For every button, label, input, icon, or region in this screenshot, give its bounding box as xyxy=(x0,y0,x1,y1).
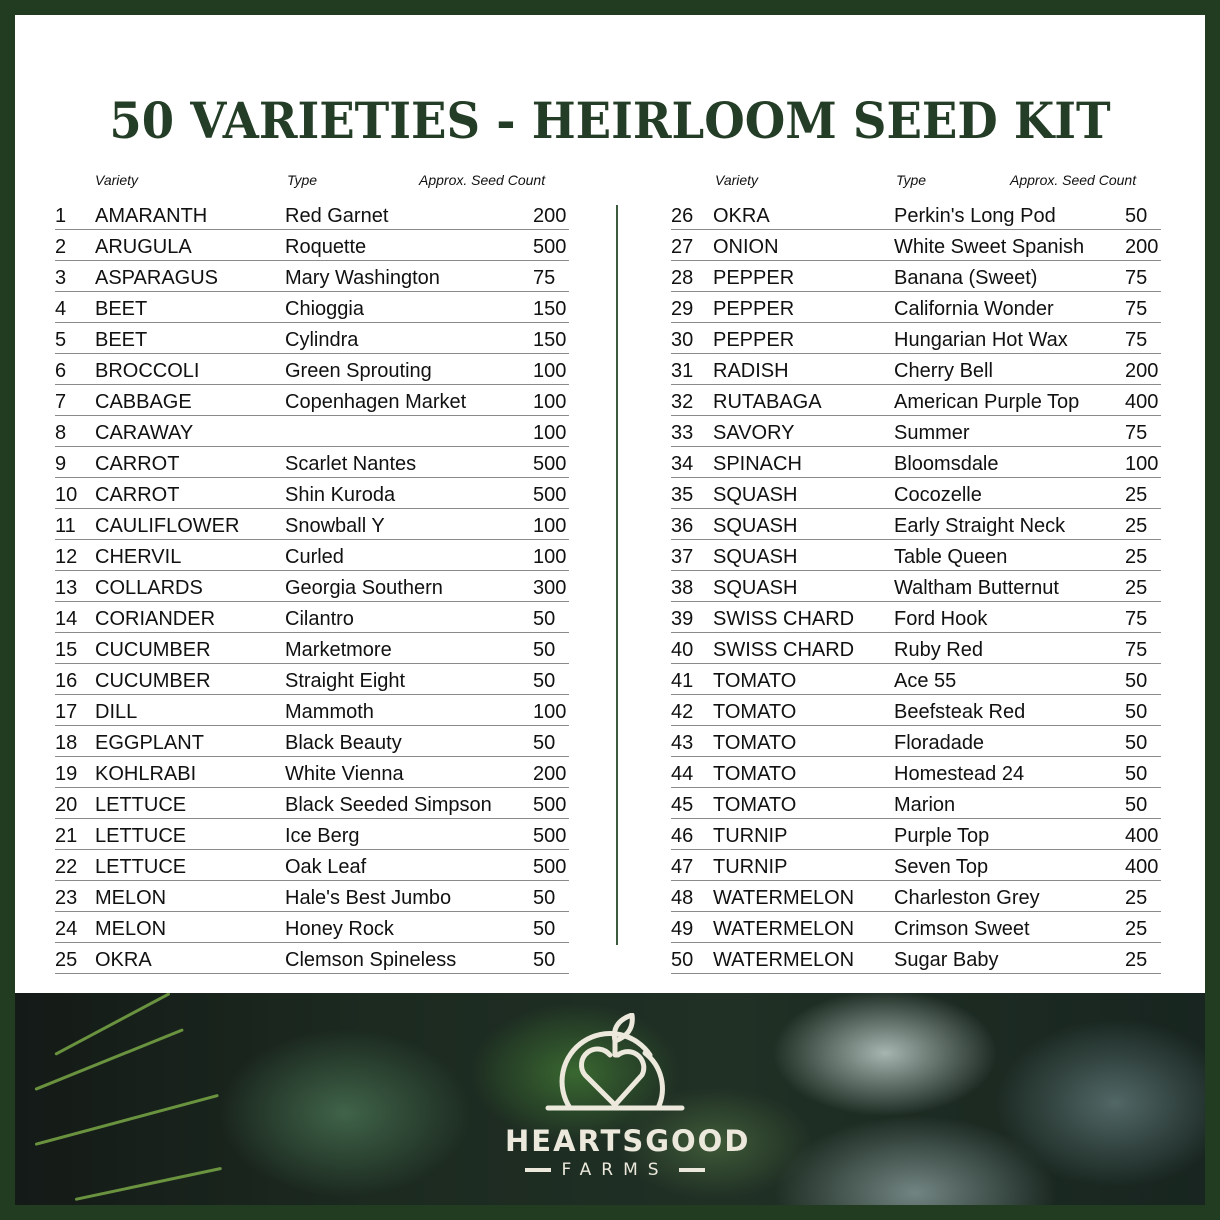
row-number: 22 xyxy=(55,856,78,878)
table-row xyxy=(671,478,1161,509)
row-type: Curled xyxy=(285,546,344,568)
row-seed-count: 75 xyxy=(1125,422,1148,444)
row-number: 3 xyxy=(55,267,67,289)
row-number: 28 xyxy=(671,267,694,289)
row-type: Charleston Grey xyxy=(894,887,1040,909)
row-variety: CHERVIL xyxy=(95,546,182,568)
row-number: 10 xyxy=(55,484,78,506)
row-seed-count: 150 xyxy=(533,329,567,351)
row-type: Waltham Butternut xyxy=(894,577,1059,599)
row-number: 42 xyxy=(671,701,694,723)
header-variety: Variety xyxy=(715,172,759,188)
header-count: Approx. Seed Count xyxy=(1010,172,1137,188)
row-number: 14 xyxy=(55,608,78,630)
row-variety: SQUASH xyxy=(713,577,798,599)
row-seed-count: 500 xyxy=(533,856,567,878)
row-seed-count: 75 xyxy=(1125,267,1148,289)
row-variety: CARROT xyxy=(95,453,180,475)
row-type: Cilantro xyxy=(285,608,354,630)
row-number: 40 xyxy=(671,639,694,661)
row-variety: WATERMELON xyxy=(713,949,855,971)
row-variety: LETTUCE xyxy=(95,856,187,878)
row-number: 45 xyxy=(671,794,694,816)
row-number: 2 xyxy=(55,236,67,258)
row-type: Black Beauty xyxy=(285,732,402,754)
row-number: 46 xyxy=(671,825,694,847)
row-number: 33 xyxy=(671,422,694,444)
table-row xyxy=(55,912,569,943)
row-type: White Vienna xyxy=(285,763,404,785)
table-row xyxy=(55,757,569,788)
row-number: 43 xyxy=(671,732,694,754)
table-row xyxy=(671,881,1161,912)
table-row xyxy=(671,571,1161,602)
row-seed-count: 50 xyxy=(1125,794,1148,816)
row-seed-count: 100 xyxy=(533,391,567,413)
table-row xyxy=(671,850,1161,881)
table-row xyxy=(55,540,569,571)
row-seed-count: 400 xyxy=(1125,856,1159,878)
row-type: American Purple Top xyxy=(894,391,1080,413)
seed-table-right xyxy=(671,167,1161,974)
row-type: Banana (Sweet) xyxy=(894,267,1038,289)
table-row xyxy=(671,354,1161,385)
row-number: 8 xyxy=(55,422,67,444)
row-seed-count: 75 xyxy=(1125,329,1148,351)
table-row xyxy=(671,695,1161,726)
row-seed-count: 25 xyxy=(1125,546,1148,568)
header-count: Approx. Seed Count xyxy=(419,172,546,188)
table-row xyxy=(671,664,1161,695)
row-seed-count: 50 xyxy=(533,887,556,909)
brand-name: HEARTSGOOD xyxy=(505,1124,751,1158)
heart-sprout-logo-icon xyxy=(540,1013,690,1113)
row-number: 35 xyxy=(671,484,694,506)
row-variety: ARUGULA xyxy=(95,236,192,258)
row-type: Seven Top xyxy=(894,856,989,878)
row-type: Oak Leaf xyxy=(285,856,367,878)
row-type: White Sweet Spanish xyxy=(894,236,1085,258)
row-type: Mary Washington xyxy=(285,267,440,289)
row-type: Beefsteak Red xyxy=(894,701,1026,723)
row-seed-count: 50 xyxy=(533,918,556,940)
table-row xyxy=(671,788,1161,819)
row-type: Ice Berg xyxy=(285,825,360,847)
table-row xyxy=(55,199,569,230)
row-variety: DILL xyxy=(95,701,138,723)
row-number: 12 xyxy=(55,546,78,568)
row-seed-count: 200 xyxy=(533,205,567,227)
row-number: 23 xyxy=(55,887,78,909)
row-seed-count: 100 xyxy=(1125,453,1159,475)
row-seed-count: 400 xyxy=(1125,391,1159,413)
row-variety: CAULIFLOWER xyxy=(95,515,240,537)
row-number: 20 xyxy=(55,794,78,816)
brand-subtitle-text: FARMS xyxy=(561,1160,669,1180)
row-number: 36 xyxy=(671,515,694,537)
row-number: 13 xyxy=(55,577,78,599)
row-seed-count: 50 xyxy=(1125,205,1148,227)
table-row xyxy=(671,230,1161,261)
table-row xyxy=(55,323,569,354)
row-number: 1 xyxy=(55,205,67,227)
table-row xyxy=(671,509,1161,540)
table-row xyxy=(671,633,1161,664)
row-seed-count: 75 xyxy=(1125,608,1148,630)
row-number: 47 xyxy=(671,856,694,878)
row-variety: COLLARDS xyxy=(95,577,203,599)
row-number: 37 xyxy=(671,546,694,568)
row-type: Hungarian Hot Wax xyxy=(894,329,1068,351)
row-type: Snowball Y xyxy=(285,515,385,537)
dash-right xyxy=(679,1168,705,1172)
row-seed-count: 100 xyxy=(533,422,567,444)
grass-blade xyxy=(54,993,170,1056)
row-number: 48 xyxy=(671,887,694,909)
table-row xyxy=(671,292,1161,323)
row-number: 24 xyxy=(55,918,78,940)
row-type: Homestead 24 xyxy=(894,763,1025,785)
table-row xyxy=(55,478,569,509)
row-variety: MELON xyxy=(95,887,167,909)
row-seed-count: 500 xyxy=(533,236,567,258)
row-variety: LETTUCE xyxy=(95,825,187,847)
row-seed-count: 50 xyxy=(533,639,556,661)
row-number: 6 xyxy=(55,360,67,382)
row-type: Sugar Baby xyxy=(894,949,999,971)
seed-table-left xyxy=(55,167,569,974)
row-number: 30 xyxy=(671,329,694,351)
table-row xyxy=(55,385,569,416)
row-type: Ace 55 xyxy=(894,670,957,692)
row-seed-count: 75 xyxy=(1125,639,1148,661)
row-seed-count: 500 xyxy=(533,453,567,475)
row-variety: SWISS CHARD xyxy=(713,639,855,661)
row-type: Bloomsdale xyxy=(894,453,999,475)
row-seed-count: 25 xyxy=(1125,918,1148,940)
table-row xyxy=(55,416,569,447)
row-variety: TURNIP xyxy=(713,856,788,878)
row-type: Ford Hook xyxy=(894,608,988,630)
row-number: 34 xyxy=(671,453,694,475)
row-number: 16 xyxy=(55,670,78,692)
row-variety: WATERMELON xyxy=(713,918,855,940)
row-number: 41 xyxy=(671,670,694,692)
row-variety: TURNIP xyxy=(713,825,788,847)
table-row xyxy=(671,261,1161,292)
row-variety: BEET xyxy=(95,298,148,320)
table-row xyxy=(55,230,569,261)
table-body xyxy=(55,199,569,974)
row-number: 21 xyxy=(55,825,78,847)
row-seed-count: 200 xyxy=(1125,360,1159,382)
row-seed-count: 500 xyxy=(533,825,567,847)
row-type: Ruby Red xyxy=(894,639,983,661)
row-type: Early Straight Neck xyxy=(894,515,1066,537)
row-variety: RADISH xyxy=(713,360,789,382)
row-type: Crimson Sweet xyxy=(894,918,1030,940)
row-seed-count: 50 xyxy=(533,608,556,630)
row-number: 50 xyxy=(671,949,694,971)
row-variety: CORIANDER xyxy=(95,608,216,630)
row-type: Copenhagen Market xyxy=(285,391,467,413)
column-divider xyxy=(616,205,618,945)
row-variety: CUCUMBER xyxy=(95,670,211,692)
row-variety: BROCCOLI xyxy=(95,360,200,382)
row-seed-count: 500 xyxy=(533,794,567,816)
row-type: Floradade xyxy=(894,732,985,754)
content-panel xyxy=(15,15,1205,993)
row-variety: SQUASH xyxy=(713,515,798,537)
table-row xyxy=(55,509,569,540)
table-header xyxy=(55,167,569,199)
row-variety: KOHLRABI xyxy=(95,763,197,785)
row-variety: TOMATO xyxy=(713,670,797,692)
row-type: Straight Eight xyxy=(285,670,406,692)
row-number: 11 xyxy=(55,515,76,537)
row-variety: SPINACH xyxy=(713,453,802,475)
row-type: Marion xyxy=(894,794,956,816)
row-number: 29 xyxy=(671,298,694,320)
row-seed-count: 100 xyxy=(533,701,567,723)
row-variety: CUCUMBER xyxy=(95,639,211,661)
table-row xyxy=(55,633,569,664)
row-seed-count: 500 xyxy=(533,484,567,506)
row-seed-count: 300 xyxy=(533,577,567,599)
header-variety: Variety xyxy=(95,172,139,188)
row-type: Roquette xyxy=(285,236,367,258)
row-seed-count: 25 xyxy=(1125,484,1148,506)
row-seed-count: 100 xyxy=(533,515,567,537)
row-type: Cylindra xyxy=(285,329,359,351)
row-seed-count: 50 xyxy=(1125,763,1148,785)
row-type: Black Seeded Simpson xyxy=(285,794,492,816)
row-seed-count: 50 xyxy=(1125,701,1148,723)
table-row xyxy=(671,912,1161,943)
table-row xyxy=(55,850,569,881)
row-variety: TOMATO xyxy=(713,732,797,754)
table-row xyxy=(55,819,569,850)
row-seed-count: 25 xyxy=(1125,577,1148,599)
row-type: Mammoth xyxy=(285,701,374,723)
header-type: Type xyxy=(287,172,318,188)
row-variety: CABBAGE xyxy=(95,391,192,413)
row-variety: OKRA xyxy=(95,949,152,971)
row-seed-count: 50 xyxy=(533,732,556,754)
row-seed-count: 75 xyxy=(533,267,556,289)
row-variety: WATERMELON xyxy=(713,887,855,909)
row-seed-count: 75 xyxy=(1125,298,1148,320)
row-number: 27 xyxy=(671,236,694,258)
table-row xyxy=(671,819,1161,850)
table-row xyxy=(671,385,1161,416)
row-seed-count: 150 xyxy=(533,298,567,320)
header-type: Type xyxy=(896,172,927,188)
table-row xyxy=(55,664,569,695)
row-type: Hale's Best Jumbo xyxy=(285,887,452,909)
row-type: Cocozelle xyxy=(894,484,982,506)
table-row xyxy=(671,726,1161,757)
table-row xyxy=(55,726,569,757)
table-header xyxy=(671,167,1161,199)
row-seed-count: 50 xyxy=(533,949,556,971)
row-number: 19 xyxy=(55,763,78,785)
row-seed-count: 25 xyxy=(1125,887,1148,909)
row-seed-count: 50 xyxy=(1125,732,1148,754)
table-row xyxy=(55,602,569,633)
row-type: Summer xyxy=(894,422,970,444)
row-seed-count: 25 xyxy=(1125,949,1148,971)
row-variety: BEET xyxy=(95,329,148,351)
table-row xyxy=(55,943,569,974)
page-title: 50 VARIETIES - HEIRLOOM SEED KIT xyxy=(109,91,1111,150)
row-seed-count: 200 xyxy=(1125,236,1159,258)
table-row xyxy=(671,199,1161,230)
row-number: 49 xyxy=(671,918,694,940)
table-row xyxy=(55,881,569,912)
row-type: California Wonder xyxy=(894,298,1054,320)
table-row xyxy=(671,540,1161,571)
row-number: 25 xyxy=(55,949,78,971)
table-row xyxy=(55,261,569,292)
row-number: 39 xyxy=(671,608,694,630)
row-number: 17 xyxy=(55,701,78,723)
row-variety: SQUASH xyxy=(713,484,798,506)
leaf-photo-banner xyxy=(15,993,1205,1205)
row-variety: PEPPER xyxy=(713,329,795,351)
row-seed-count: 50 xyxy=(1125,670,1148,692)
row-type: Scarlet Nantes xyxy=(285,453,417,475)
dash-left xyxy=(525,1168,551,1172)
row-variety: PEPPER xyxy=(713,267,795,289)
row-seed-count: 25 xyxy=(1125,515,1148,537)
table-row xyxy=(671,323,1161,354)
row-variety: TOMATO xyxy=(713,794,797,816)
row-variety: RUTABAGA xyxy=(713,391,822,413)
row-type: Cherry Bell xyxy=(894,360,993,382)
table-row xyxy=(671,416,1161,447)
row-variety: CARROT xyxy=(95,484,180,506)
row-number: 38 xyxy=(671,577,694,599)
row-variety: PEPPER xyxy=(713,298,795,320)
row-type: Honey Rock xyxy=(285,918,394,940)
row-type: Perkin's Long Pod xyxy=(894,205,1056,227)
row-type: Chioggia xyxy=(285,298,364,320)
table-row xyxy=(671,943,1161,974)
row-type: Georgia Southern xyxy=(285,577,443,599)
row-type: Purple Top xyxy=(894,825,990,847)
row-number: 44 xyxy=(671,763,694,785)
row-number: 5 xyxy=(55,329,67,351)
table-row xyxy=(55,354,569,385)
row-variety: TOMATO xyxy=(713,763,797,785)
heartsgood-logo xyxy=(505,1013,751,1180)
row-type: Shin Kuroda xyxy=(285,484,396,506)
table-row xyxy=(671,602,1161,633)
table-row xyxy=(55,695,569,726)
row-variety: AMARANTH xyxy=(95,205,208,227)
table-row xyxy=(55,571,569,602)
grass-blade xyxy=(35,1094,219,1146)
row-variety: OKRA xyxy=(713,205,770,227)
table-row xyxy=(55,292,569,323)
table-row xyxy=(55,788,569,819)
row-number: 26 xyxy=(671,205,694,227)
row-variety: LETTUCE xyxy=(95,794,187,816)
row-variety: ONION xyxy=(713,236,779,258)
row-type: Marketmore xyxy=(285,639,392,661)
row-seed-count: 400 xyxy=(1125,825,1159,847)
row-type: Red Garnet xyxy=(285,205,389,227)
row-number: 18 xyxy=(55,732,78,754)
row-seed-count: 100 xyxy=(533,360,567,382)
row-type: Green Sprouting xyxy=(285,360,432,382)
row-number: 4 xyxy=(55,298,67,320)
row-variety: SAVORY xyxy=(713,422,795,444)
row-number: 9 xyxy=(55,453,67,475)
row-seed-count: 100 xyxy=(533,546,567,568)
table-row xyxy=(671,447,1161,478)
row-number: 7 xyxy=(55,391,67,413)
row-seed-count: 200 xyxy=(533,763,567,785)
row-variety: SQUASH xyxy=(713,546,798,568)
table-row xyxy=(671,757,1161,788)
row-variety: MELON xyxy=(95,918,167,940)
row-number: 15 xyxy=(55,639,78,661)
brand-subtitle xyxy=(505,1160,725,1180)
table-row xyxy=(55,447,569,478)
grass-blade xyxy=(34,1028,183,1091)
row-number: 32 xyxy=(671,391,694,413)
row-variety: EGGPLANT xyxy=(95,732,204,754)
table-body xyxy=(671,199,1161,974)
row-number: 31 xyxy=(671,360,694,382)
row-variety: TOMATO xyxy=(713,701,797,723)
row-variety: CARAWAY xyxy=(95,422,194,444)
row-seed-count: 50 xyxy=(533,670,556,692)
row-variety: SWISS CHARD xyxy=(713,608,855,630)
grass-blade xyxy=(75,1167,222,1201)
row-type: Table Queen xyxy=(894,546,1008,568)
row-type: Clemson Spineless xyxy=(285,949,457,971)
row-variety: ASPARAGUS xyxy=(95,267,218,289)
